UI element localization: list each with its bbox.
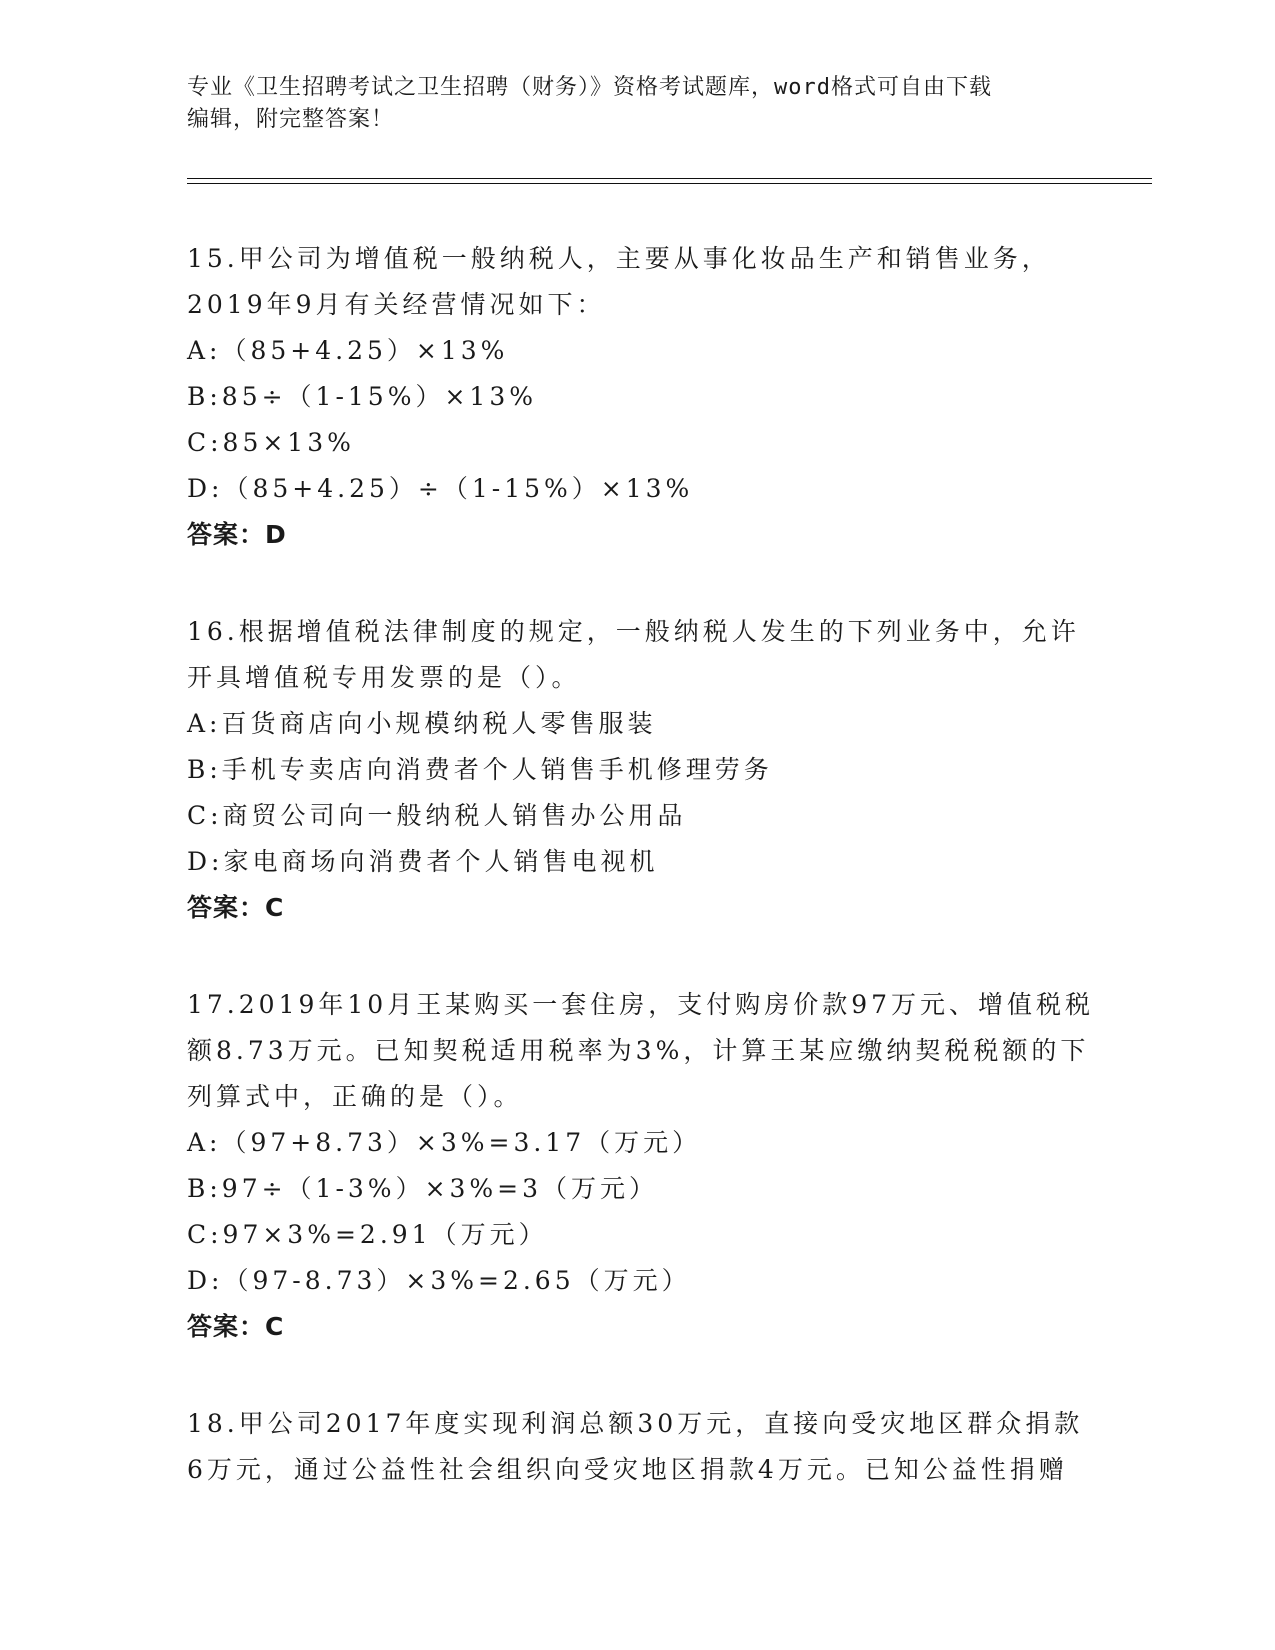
option-d: D:（85+4.25）÷（1-15%）×13%	[187, 474, 694, 503]
answer: 答案：C	[187, 1312, 285, 1341]
question-list	[187, 236, 1167, 1544]
question-17	[187, 982, 1167, 1350]
question-15	[187, 236, 1167, 558]
option-c: C:85×13%	[187, 428, 355, 457]
document-header	[187, 72, 1087, 136]
option-d: D:家电商场向消费者个人销售电视机	[187, 847, 659, 876]
header-divider	[187, 183, 1152, 184]
header-line: 编辑，附完整答案！	[187, 107, 395, 132]
option-c: C:商贸公司向一般纳税人销售办公用品	[187, 801, 687, 830]
answer: 答案：C	[187, 893, 285, 922]
question-stem: 6万元，通过公益性社会组织向受灾地区捐款4万元。已知公益性捐赠	[187, 1455, 1068, 1484]
option-b: B:97÷（1-3%）×3%=3（万元）	[187, 1174, 659, 1203]
question-stem: 16.根据增值税法律制度的规定，一般纳税人发生的下列业务中，允许	[187, 617, 1080, 646]
question-stem: 额8.73万元。已知契税适用税率为3%，计算王某应缴纳契税税额的下	[187, 1036, 1090, 1065]
question-stem: 15.甲公司为增值税一般纳税人，主要从事化妆品生产和销售业务，	[187, 244, 1051, 273]
header-line: 专业《卫生招聘考试之卫生招聘（财务）》资格考试题库，word格式可自由下载	[187, 75, 992, 100]
option-a: A:百货商店向小规模纳税人零售服装	[187, 709, 657, 738]
question-18	[187, 1401, 1167, 1493]
question-16	[187, 609, 1167, 931]
question-stem: 17.2019年10月王某购买一套住房，支付购房价款97万元、增值税税	[187, 990, 1095, 1019]
option-c: C:97×3%=2.91（万元）	[187, 1220, 548, 1249]
answer: 答案：D	[187, 520, 287, 549]
option-d: D:（97-8.73）×3%=2.65（万元）	[187, 1266, 691, 1295]
question-stem: 2019年9月有关经营情况如下：	[187, 290, 606, 319]
option-b: B:手机专卖店向消费者个人销售手机修理劳务	[187, 755, 773, 784]
question-stem: 列算式中，正确的是（）。	[187, 1082, 523, 1111]
question-stem: 18.甲公司2017年度实现利润总额30万元，直接向受灾地区群众捐款	[187, 1409, 1084, 1438]
option-a: A:（97+8.73）×3%=3.17（万元）	[187, 1128, 702, 1157]
option-b: B:85÷（1-15%）×13%	[187, 382, 537, 411]
option-a: A:（85+4.25）×13%	[187, 336, 509, 365]
header-divider	[187, 178, 1152, 179]
question-stem: 开具增值税专用发票的是（）。	[187, 663, 581, 692]
